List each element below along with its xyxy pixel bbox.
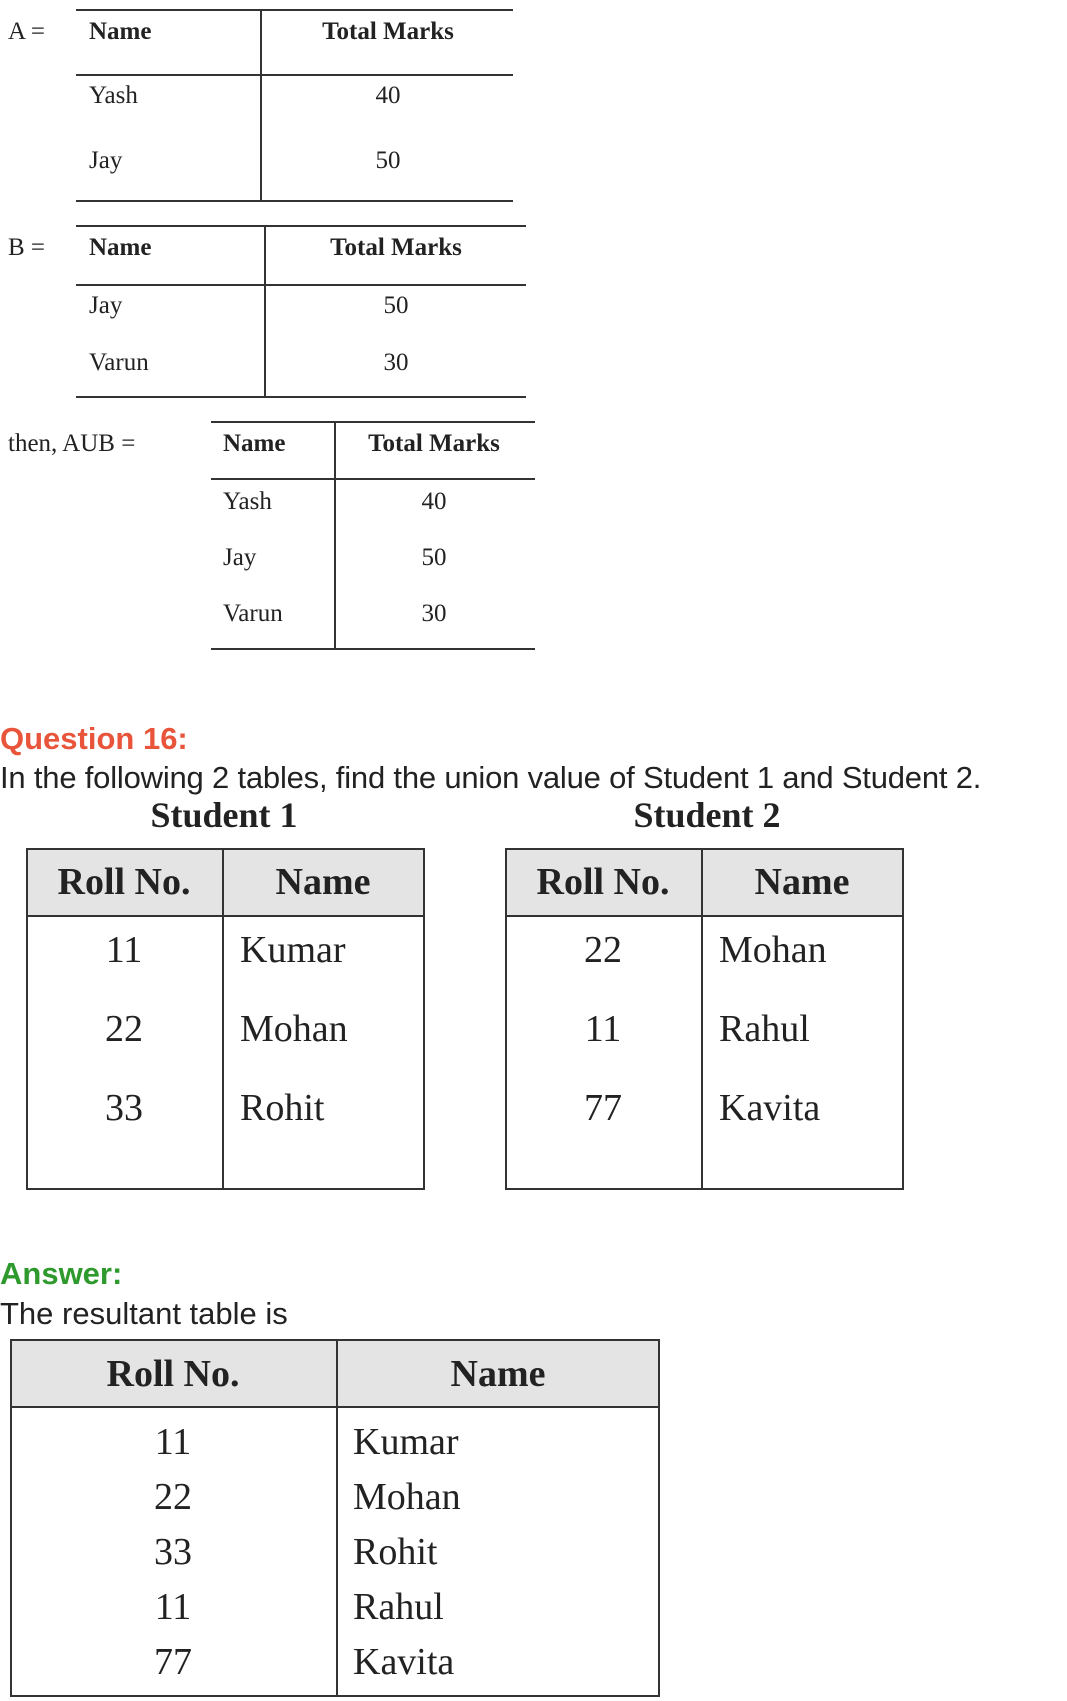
- header-name: Name: [275, 861, 371, 903]
- cell: 50: [375, 147, 401, 174]
- cell: Rohit: [353, 1531, 438, 1573]
- set-a-label: A =: [8, 18, 46, 45]
- cell: Kavita: [353, 1641, 455, 1683]
- cell: 50: [383, 292, 409, 319]
- answer-text: The resultant table is: [0, 1296, 288, 1331]
- cell: Mohan: [719, 929, 827, 971]
- cell: 33: [105, 1087, 143, 1129]
- student1-title: Student 1: [150, 795, 298, 835]
- cell: 30: [383, 349, 409, 376]
- cell: 50: [421, 544, 447, 571]
- cell: Rahul: [353, 1586, 444, 1628]
- header-total-marks: Total Marks: [322, 18, 454, 45]
- cell: Rahul: [719, 1008, 810, 1050]
- cell: 30: [421, 600, 447, 627]
- header-name: Name: [89, 234, 152, 261]
- cell: 22: [584, 929, 622, 971]
- cell: Kumar: [240, 929, 346, 971]
- header-name: Name: [450, 1353, 546, 1395]
- cell: 11: [154, 1421, 192, 1463]
- cell: Yash: [223, 488, 272, 515]
- student2-title: Student 2: [633, 795, 781, 835]
- union-label: then, AUB =: [8, 430, 136, 457]
- cell: Jay: [89, 292, 123, 319]
- question-title: Question 16:: [0, 721, 188, 756]
- header-name: Name: [754, 861, 850, 903]
- cell: Jay: [223, 544, 257, 571]
- answer-title: Answer:: [0, 1256, 123, 1291]
- header-name: Name: [223, 430, 286, 457]
- cell: 77: [584, 1087, 622, 1129]
- cell: Jay: [89, 147, 123, 174]
- cell: Kavita: [719, 1087, 821, 1129]
- header-roll-no: Roll No.: [536, 861, 670, 903]
- header-roll-no: Roll No.: [57, 861, 191, 903]
- header-roll-no: Roll No.: [106, 1353, 240, 1395]
- header-name: Name: [89, 18, 152, 45]
- cell: Kumar: [353, 1421, 459, 1463]
- cell: 22: [105, 1008, 143, 1050]
- cell: 11: [105, 929, 143, 971]
- header-total-marks: Total Marks: [368, 430, 500, 457]
- question-text: In the following 2 tables, find the union value of Student 1 and Student 2.: [0, 760, 982, 795]
- cell: 40: [421, 488, 447, 515]
- header-total-marks: Total Marks: [330, 234, 462, 261]
- cell: Mohan: [353, 1476, 461, 1518]
- set-b-label: B =: [8, 234, 46, 261]
- cell: 22: [154, 1476, 192, 1518]
- cell: Varun: [223, 600, 283, 627]
- cell: 11: [154, 1586, 192, 1628]
- cell: 33: [154, 1531, 192, 1573]
- cell: Varun: [89, 349, 149, 376]
- cell: 11: [584, 1008, 622, 1050]
- cell: Yash: [89, 82, 138, 109]
- cell: 40: [375, 82, 401, 109]
- cell: Rohit: [240, 1087, 325, 1129]
- cell: 77: [154, 1641, 192, 1683]
- cell: Mohan: [240, 1008, 348, 1050]
